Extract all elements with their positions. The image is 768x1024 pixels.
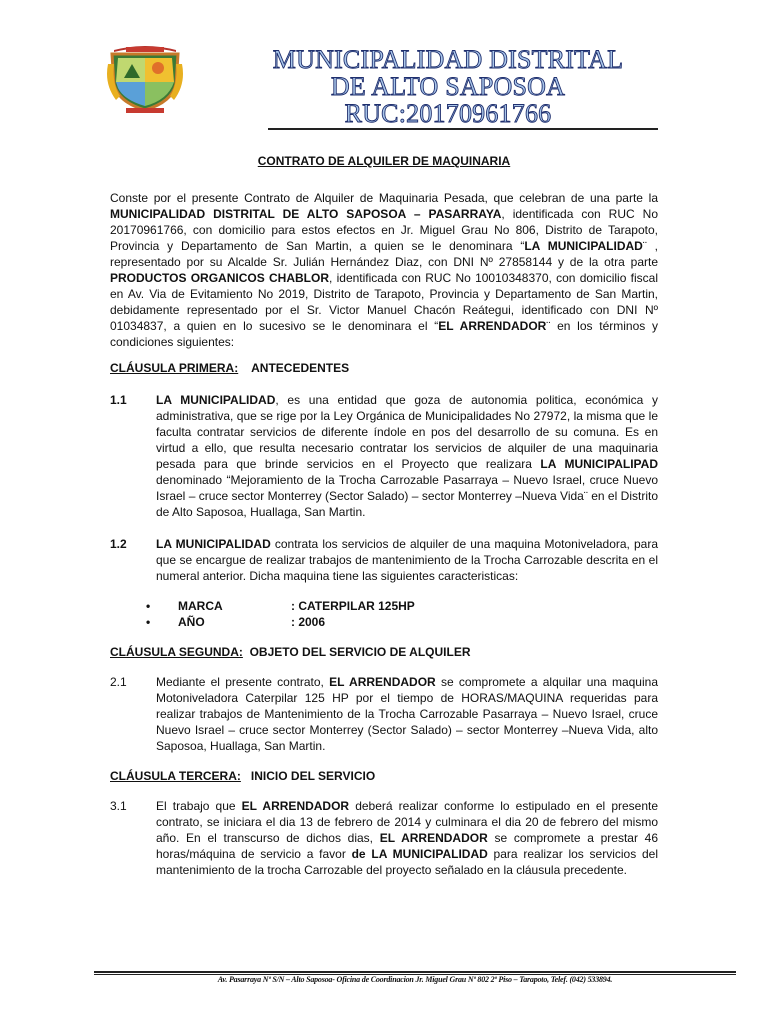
header-divider bbox=[268, 128, 658, 130]
document-title: CONTRATO DE ALQUILER DE MAQUINARIA bbox=[257, 154, 511, 168]
clause-1-item-1: 1.1 LA MUNICIPALIDAD, es una entidad que goza de autonomia politica, económica y administrativa, que se rige por la Ley Orgánica de Municipalidades No 27972, la misma que le faculta contratar servicios de diferente índole en pos del desarrollo de su comuna. Es en virtud a ello, que resulta necesario contratar los servicios de alquiler de una maquinaria pesada para que brinde servicios en el Proyecto que realizara LA MUNICIPALIPAD denominado “Mejoramiento de la Trocha Carrozable Pasarraya – Nuevo Israel, cruce Nuevo Israel – cruce sector Monterrey (Sector Salado) – sector Monterrey –Nueva Vida¨ en el Distrito de Alto Saposoa, Huallaga, San Martin. bbox=[110, 393, 658, 519]
clause-2-heading: CLÁUSULA SEGUNDA: OBJETO DEL SERVICIO DE ALQUILER bbox=[110, 645, 471, 659]
clause-3-item-1: 3.1 El trabajo que EL ARRENDADOR deberá realizar conforme lo estipulado en el presente contrato, se iniciara el dia 13 de febrero de 2014 y culminara el dia 20 de febrero del mismo año. En el transcurso de dichos dias, EL ARRENDADOR se compromete a prestar 46 horas/máquina de servicio a favor de LA MUNICIPALIDAD para realizar los servicios del mantenimiento de la trocha Carrozable del proyecto señalado en la cláusula precedente. bbox=[110, 799, 659, 877]
intro-paragraph: Conste por el presente Contrato de Alquiler de Maquinaria Pesada, que celebran de una parte la MUNICIPALIDAD DISTRITAL DE ALTO SAPOSOA – PASARRAYA, identificada con RUC No 20170961766, con domicilio para estos efectos en Jr. Miguel Grau No 806, Distrito de Tarapoto, Provincia y Departamento de San Martin, a quien se le denominara “LA MUNICIPALIDAD¨ , representado por su Alcalde Sr. Julián Hernández Diaz, con DNI Nº 27858144 y de la otra parte PRODUCTOS ORGANICOS CHABLOR, identificada con RUC No 10010348370, con domicilio fiscal en Av. Via de Evitamiento No 2019, Distrito de Tarapoto, Provincia y Departamento de San Martin, debidamente representado por el Sr. Victor Manuel Chacón Reátegui, identificado con DNI Nº 01034837, a quien en lo sucesivo se le denominara el “EL ARRENDADOR¨ en los términos y condiciones siguientes: bbox=[110, 191, 659, 349]
footer-divider bbox=[94, 971, 736, 973]
header-line-1: MUNICIPALIDAD DISTRITAL bbox=[272, 45, 624, 74]
municipal-logo bbox=[106, 44, 184, 114]
header-title bbox=[238, 46, 658, 127]
header-line-3: RUC:20170961766 bbox=[344, 99, 552, 128]
machine-specs-list bbox=[110, 598, 658, 630]
clause-3-heading: CLÁUSULA TERCERA: INICIO DEL SERVICIO bbox=[110, 769, 376, 783]
footer-address: Av. Pasarraya Nº S/N – Alto Saposoa- Oficina de Coordinacion Jr. Miguel Grau Nº 802 2º Piso – Tarapoto, Telef. (042) 533894. bbox=[217, 975, 613, 984]
list-item: • MARCA : CATERPILAR 125HP bbox=[110, 598, 658, 614]
clause-2-item-1: 2.1 Mediante el presente contrato, EL ARRENDADOR se compromete a alquilar una maquina Motoniveladora Caterpilar 125 HP por el tiempo de HORAS/MAQUINA requeridas para realizar trabajos de Mantenimiento de la Trocha Carrozable Pasarraya – Nuevo Israel, cruce Nuevo Israel – cruce sector Monterrey (Sector Salado) – sector Monterrey –Nueva Vida, alto Saposoa, Huallaga, San Martin. bbox=[110, 675, 658, 753]
header-line-2: DE ALTO SAPOSOA bbox=[330, 72, 566, 101]
clause-1-heading: CLÁUSULA PRIMERA: ANTECEDENTES bbox=[110, 361, 350, 375]
clause-1-item-2: 1.2 LA MUNICIPALIDAD contrata los servicios de alquiler de una maquina Motoniveladora, para que se encargue de realizar trabajos de mantenimiento de la Trocha Carrozable descrita en el numeral anterior. Dicha maquina tiene las siguientes caracteristicas: bbox=[110, 537, 658, 583]
list-item: • AÑO : 2006 bbox=[110, 614, 658, 630]
document-body bbox=[110, 190, 658, 878]
